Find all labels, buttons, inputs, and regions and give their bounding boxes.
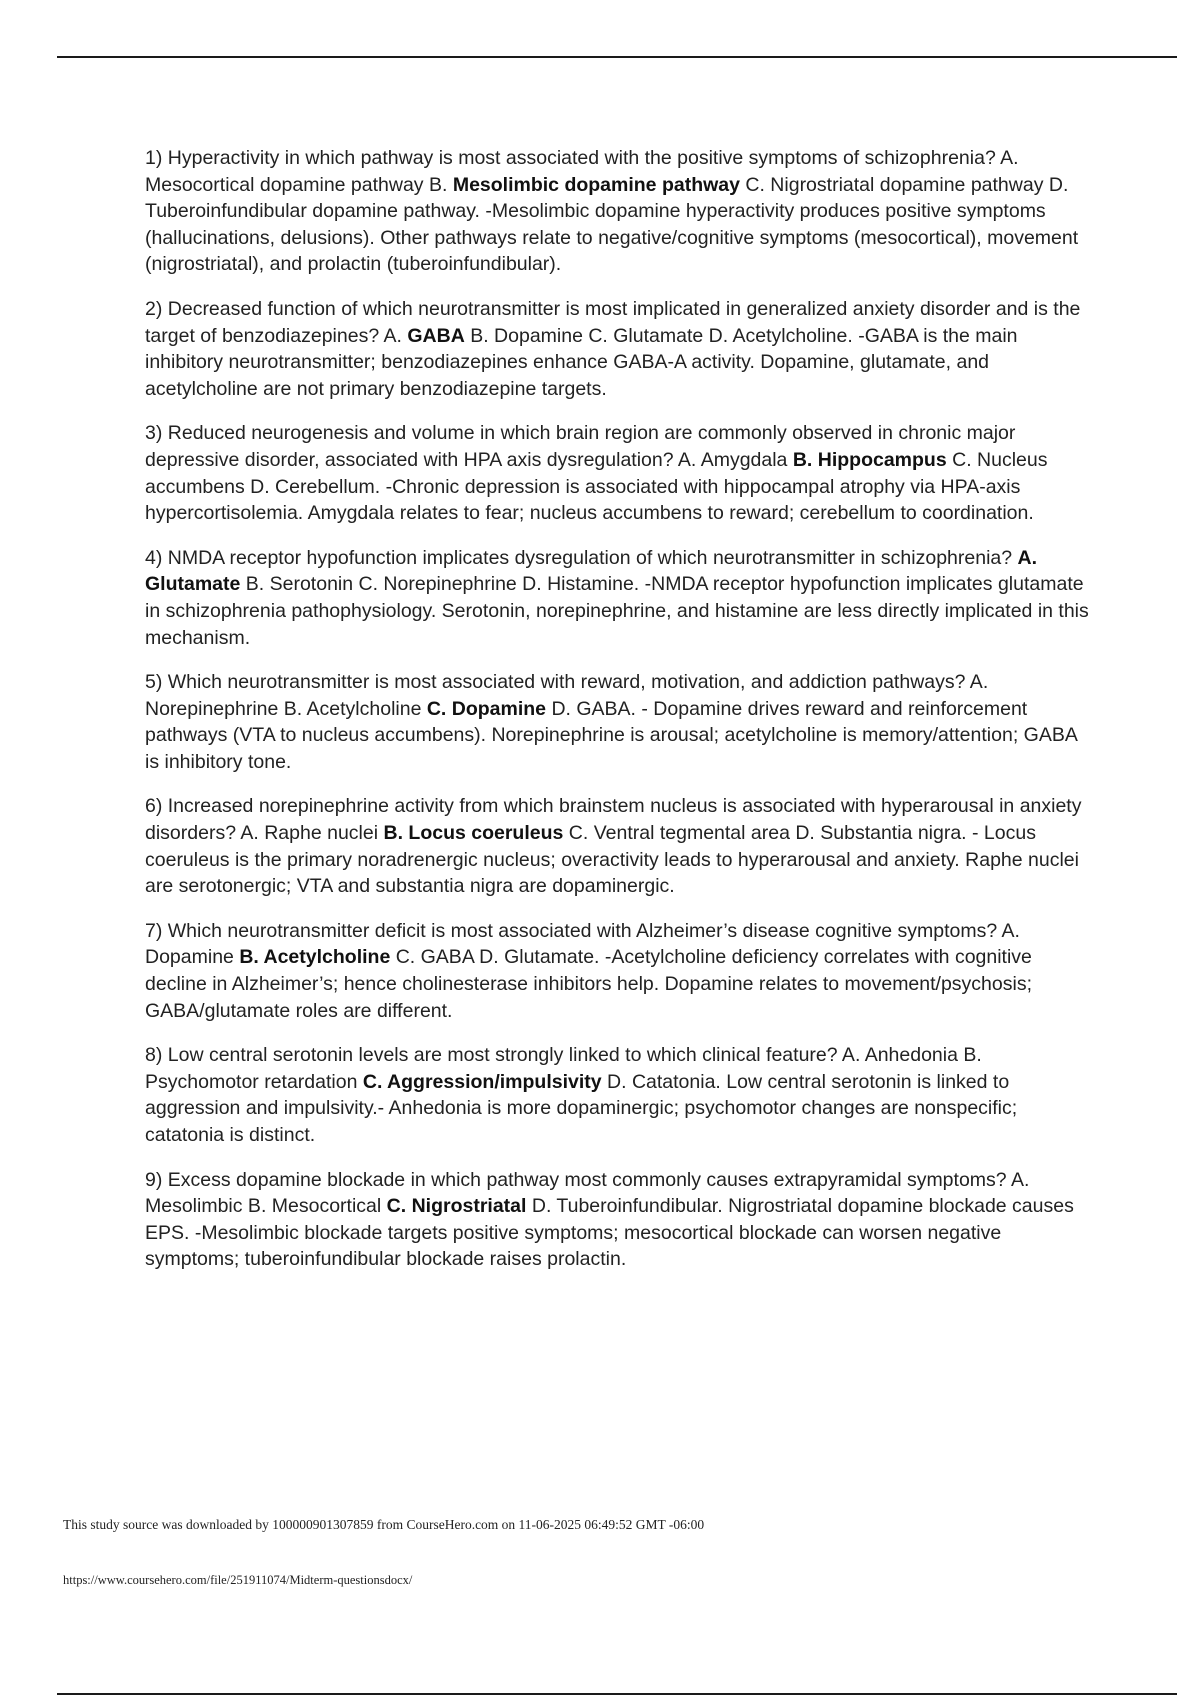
download-source-notice: This study source was downloaded by 100000901307859 from CourseHero.com on 11-06-2025 06:49:52 GMT -06:00	[63, 1517, 705, 1532]
question-text: Hyperactivity in which pathway is most associated with the positive symptoms of schizophrenia? A. Mesocortical dopamine pathway B.	[145, 147, 1019, 196]
question-number: 3)	[145, 422, 163, 445]
question-number: 8)	[145, 1044, 163, 1067]
question-text: Reduced neurogenesis and volume in which brain region are commonly observed in chronic major depressive disorder, associated with HPA axis dysregulation? A. Amygdala	[145, 422, 1016, 471]
correct-answer: GABA	[407, 324, 465, 347]
top-divider	[57, 56, 1177, 58]
question-explanation: D. GABA. - Dopamine drives reward and reinforcement pathways (VTA to nucleus accumbens). Norepinephrine is arousal; acetylcholine is memory/attention; GABA is inhibitory tone.	[145, 697, 1077, 773]
question-text: Decreased function of which neurotransmitter is most implicated in generalized anxiety disorder and is the target of benzodiazepines? A.	[145, 297, 1081, 347]
question-explanation: D. Tuberoinfundibular. Nigrostriatal dopamine blockade causes EPS. -Mesolimbic blockade targets positive symptoms; mesocortical blockade can worsen negative symptoms; tuberoinfundibular blockade raises prolactin.	[145, 1195, 1074, 1271]
question-4	[145, 545, 1093, 651]
document-body	[145, 145, 1093, 1291]
question-3	[145, 420, 1093, 526]
question-5	[145, 669, 1093, 775]
correct-answer: B. Hippocampus	[792, 448, 947, 471]
question-explanation: C. Nucleus accumbens D. Cerebellum. -Chronic depression is associated with hippocampal atrophy via HPA-axis hypercortisolemia. Amygdala relates to fear; nucleus accumbens to reward; cerebellum to coordination.	[145, 448, 1048, 525]
question-9	[145, 1167, 1093, 1273]
question-number: 2)	[145, 297, 163, 320]
question-explanation: C. Nigrostriatal dopamine pathway D. Tuberoinfundibular dopamine pathway. -Mesolimbic dopamine hyperactivity produces positive symptoms (hallucinations, delusions). Other pathways relate to negative/cognitive symptoms (mesocortical), movement (nigrostriatal), and prolactin (tuberoinfundibular).	[145, 173, 1079, 276]
correct-answer: C. Dopamine	[426, 697, 547, 720]
question-text: Excess dopamine blockade in which pathway most commonly causes extrapyramidal symptoms? A. Mesolimbic B. Mesocortical	[145, 1168, 1030, 1218]
correct-answer: Mesolimbic dopamine pathway	[452, 173, 740, 196]
question-number: 1)	[145, 147, 163, 169]
question-text: NMDA receptor hypofunction implicates dysregulation of which neurotransmitter in schizophrenia?	[167, 546, 1018, 569]
question-number: 9)	[145, 1168, 163, 1191]
question-text: Which neurotransmitter is most associated with reward, motivation, and addiction pathways? A. Norepinephrine B. Acetylcholine	[145, 671, 989, 720]
question-number: 6)	[145, 795, 163, 818]
question-number: 5)	[145, 671, 163, 694]
source-url[interactable]: https://www.coursehero.com/file/251911074/Midterm-questionsdocx/	[63, 1573, 413, 1587]
question-text: Increased norepinephrine activity from which brainstem nucleus is associated with hyperarousal in anxiety disorders? A. Raphe nuclei	[145, 795, 1082, 845]
question-text: Low central serotonin levels are most strongly linked to which clinical feature? A. Anhedonia B. Psychomotor retardation	[145, 1044, 982, 1093]
question-7	[145, 918, 1093, 1024]
question-number: 4)	[145, 546, 163, 569]
question-explanation: C. Ventral tegmental area D. Substantia nigra. - Locus coeruleus is the primary noradrenergic nucleus; overactivity leads to hyperarousal and anxiety. Raphe nuclei are serotonergic; VTA and substantia nigra are dopaminergic.	[145, 822, 1079, 898]
bottom-divider	[57, 1693, 1177, 1695]
question-2	[145, 296, 1093, 402]
correct-answer: C. Aggression/impulsivity	[362, 1070, 602, 1093]
question-explanation: C. GABA D. Glutamate. -Acetylcholine deficiency correlates with cognitive decline in Alzheimer’s; hence cholinesterase inhibitors help. Dopamine relates to movement/psychosis; GABA/glutamate roles are different.	[145, 946, 1032, 1022]
question-number: 7)	[145, 919, 163, 942]
question-1	[145, 145, 1093, 278]
question-explanation: B. Serotonin C. Norepinephrine D. Histamine. -NMDA receptor hypofunction implicates glutamate in schizophrenia pathophysiology. Serotonin, norepinephrine, and histamine are less directly implicated in this mechanism.	[145, 573, 1089, 649]
correct-answer: B. Locus coeruleus	[383, 822, 564, 845]
question-text: Which neurotransmitter deficit is most associated with Alzheimer’s disease cognitive symptoms? A. Dopamine	[145, 919, 1020, 969]
correct-answer: A. Glutamate	[145, 546, 1038, 596]
question-6	[145, 793, 1093, 899]
question-explanation: B. Dopamine C. Glutamate D. Acetylcholine. -GABA is the main inhibitory neurotransmitter; benzodiazepines enhance GABA-A activity. Dopamine, glutamate, and acetylcholine are not primary benzodiazepine targets.	[145, 324, 1018, 400]
correct-answer: C. Nigrostriatal	[386, 1195, 527, 1218]
correct-answer: B. Acetylcholine	[239, 946, 391, 969]
question-explanation: D. Catatonia. Low central serotonin is linked to aggression and impulsivity.- Anhedonia is more dopaminergic; psychomotor changes are nonspecific; catatonia is distinct.	[145, 1070, 1018, 1146]
question-8	[145, 1042, 1093, 1148]
